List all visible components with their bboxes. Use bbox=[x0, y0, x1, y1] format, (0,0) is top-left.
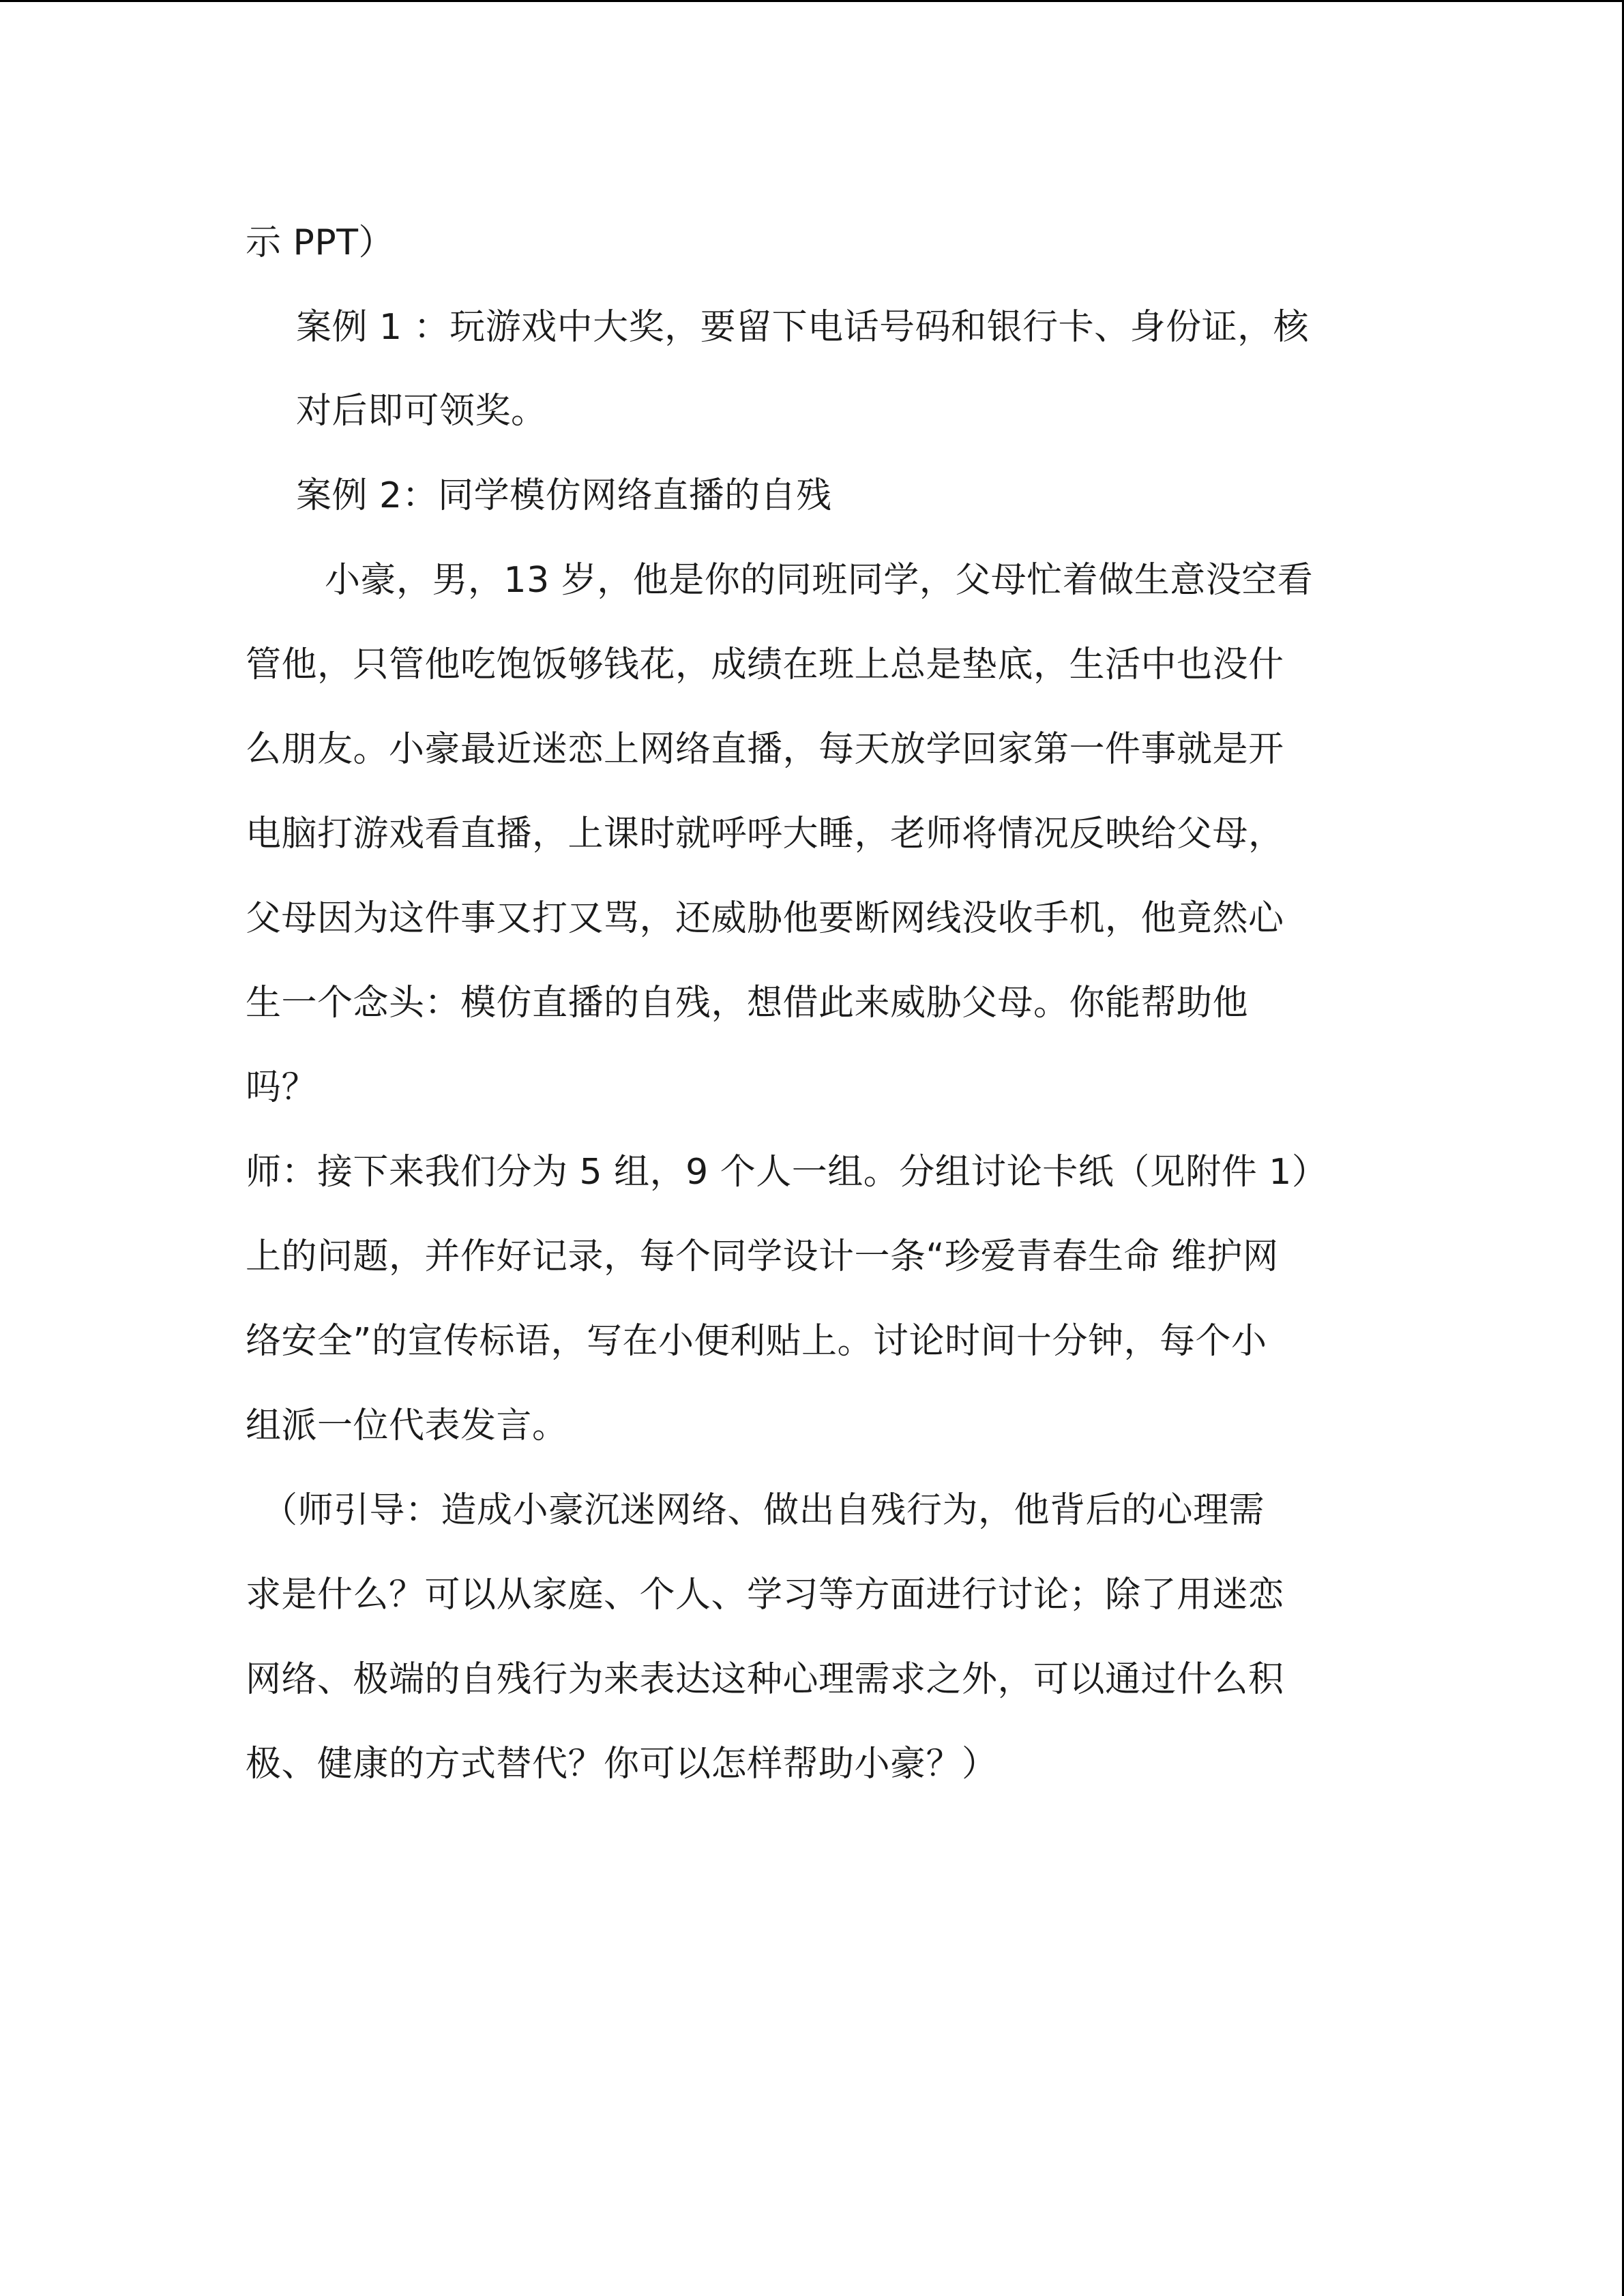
text-line-story: 父母因为这件事又打又骂，还威胁他要断网线没收手机，他竟然心 bbox=[246, 898, 1284, 939]
text-line-story: 么朋友。小豪最近迷恋上网络直播，每天放学回家第一件事就是开 bbox=[246, 729, 1284, 770]
text-line-teacher: 师：接下来我们分为 5 组，9 个人一组。分组讨论卡纸（见附件 1） bbox=[246, 1152, 1328, 1193]
text-line-teacher: 络安全”的宣传标语，写在小便利贴上。讨论时间十分钟，每个小 bbox=[246, 1321, 1267, 1362]
text-line-story: 电脑打游戏看直播，上课时就呼呼大睡，老师将情况反映给父母， bbox=[246, 814, 1284, 854]
text-line-story: 吗？ bbox=[246, 1067, 318, 1108]
text-line-teacher: 上的问题，并作好记录，每个同学设计一条“珍爱青春生命 维护网 bbox=[246, 1236, 1279, 1277]
text-line-continuation: 示 PPT） bbox=[246, 222, 395, 263]
text-line-teacher: 组派一位代表发言。 bbox=[246, 1405, 568, 1446]
text-line-case-2: 案例 2：同学模仿网络直播的自残 bbox=[296, 475, 832, 516]
text-line-case-1: 案例 1 ：玩游戏中大奖，要留下电话号码和银行卡、身份证，核 bbox=[296, 307, 1310, 348]
text-line-story: 生一个念头：模仿直播的自残，想借此来威胁父母。你能帮助他 bbox=[246, 983, 1249, 1024]
text-line-story: 小豪，男，13 岁，他是你的同班同学，父母忙着做生意没空看 bbox=[325, 560, 1314, 601]
text-line-guidance: （师引导：造成小豪沉迷网络、做出自残行为，他背后的心理需 bbox=[262, 1490, 1265, 1531]
text-line-guidance: 极、健康的方式替代？你可以怎样帮助小豪？） bbox=[246, 1744, 998, 1785]
text-line-guidance: 求是什么？可以从家庭、个人、学习等方面进行讨论；除了用迷恋 bbox=[246, 1575, 1284, 1615]
text-line-case-1-cont: 对后即可领奖。 bbox=[296, 391, 547, 432]
text-line-guidance: 网络、极端的自残行为来表达这种心理需求之外，可以通过什么积 bbox=[246, 1659, 1284, 1700]
text-line-story: 管他，只管他吃饱饭够钱花，成绩在班上总是垫底，生活中也没什 bbox=[246, 644, 1284, 685]
